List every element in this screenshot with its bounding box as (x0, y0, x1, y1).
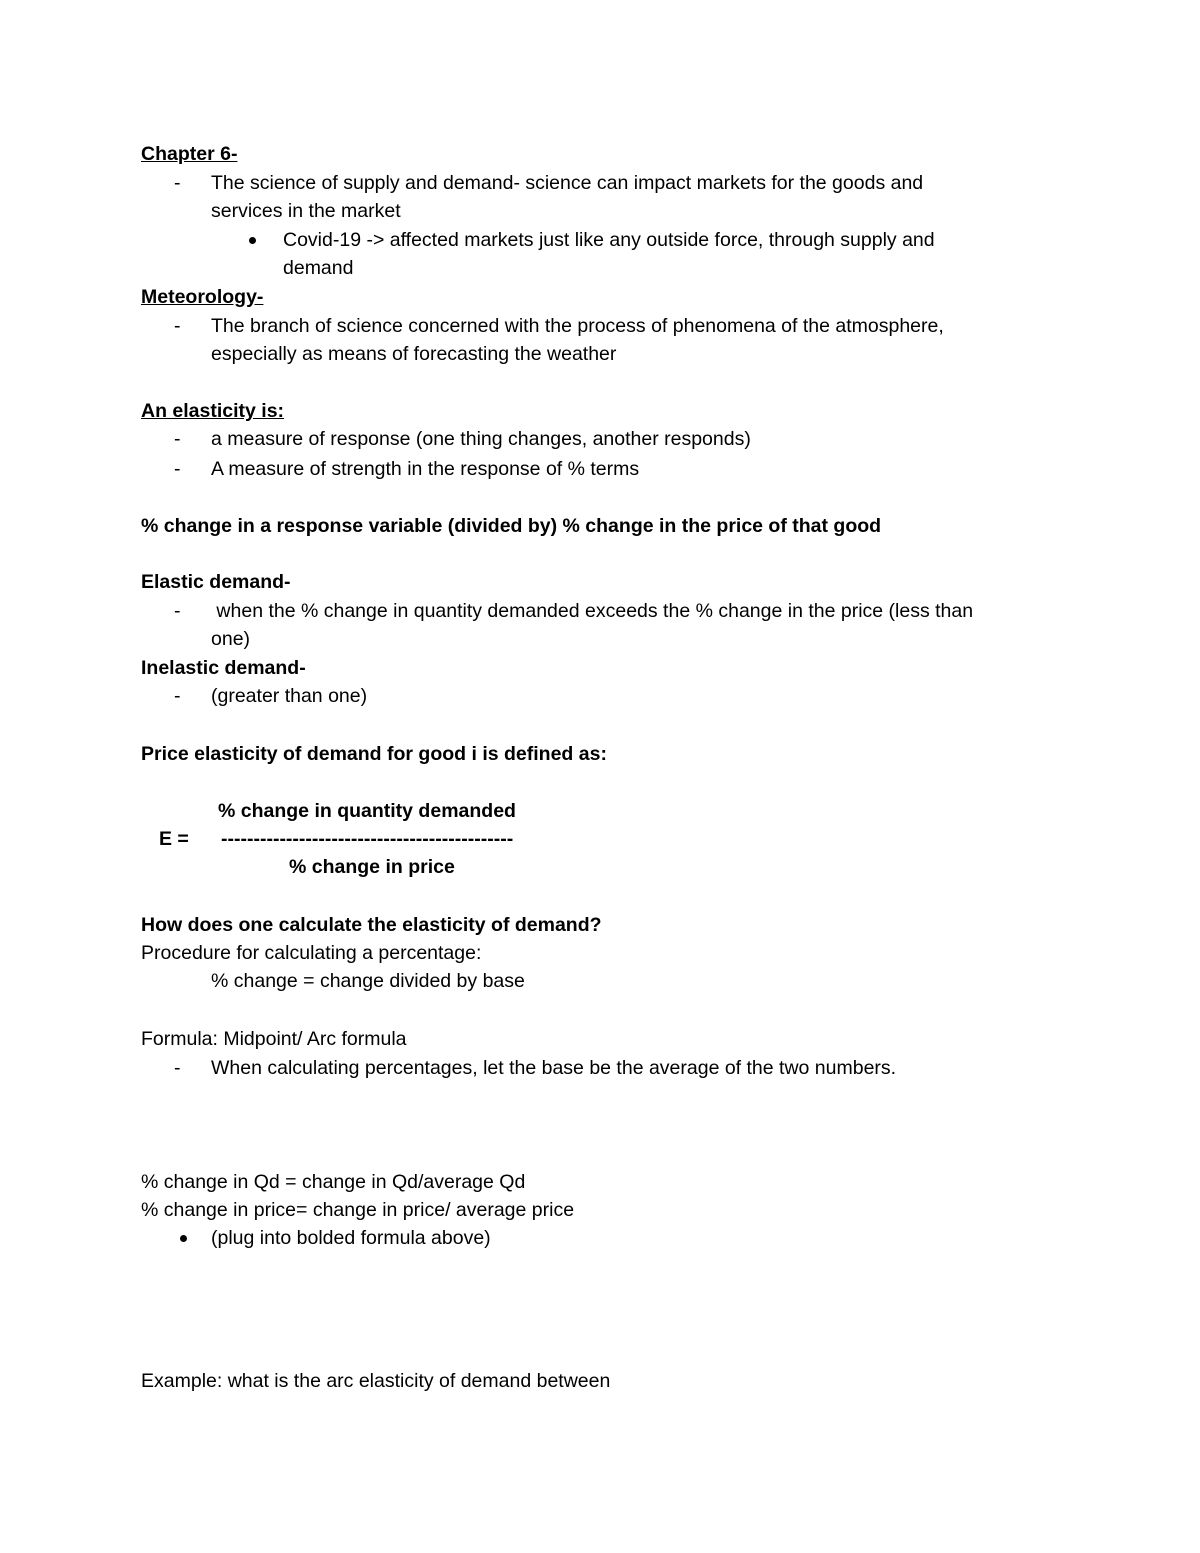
list-dash: - (174, 458, 181, 480)
list-item-continuation: one) (211, 628, 251, 650)
list-item: The branch of science concerned with the process of phenomena of the atmosphere, (211, 315, 944, 337)
list-item: a measure of response (one thing changes, another responds) (211, 428, 751, 450)
qd-formula: % change in Qd = change in Qd/average Qd (141, 1171, 526, 1193)
formula-fraction-bar: --------------------------------------------- (221, 828, 514, 850)
price-elasticity-definition: Price elasticity of demand for good i is defined as: (141, 743, 607, 765)
list-dash: - (174, 172, 181, 194)
formula-numerator: % change in quantity demanded (218, 800, 516, 822)
elastic-demand-heading: Elastic demand- (141, 571, 291, 593)
formula-name: Formula: Midpoint/ Arc formula (141, 1028, 407, 1050)
calc-question: How does one calculate the elasticity of demand? (141, 914, 602, 936)
sub-list-item: (plug into bolded formula above) (211, 1227, 491, 1249)
list-item: when the % change in quantity demanded exceeds the % change in the price (less than (211, 600, 974, 622)
bullet-dot-icon (180, 1235, 187, 1242)
list-item-continuation: especially as means of forecasting the weather (211, 343, 617, 365)
list-dash: - (174, 428, 181, 450)
sub-list-item: Covid-19 -> affected markets just like any outside force, through supply and (283, 229, 935, 251)
list-dash: - (174, 600, 181, 622)
list-item: A measure of strength in the response of % terms (211, 458, 640, 480)
percent-rule: % change = change divided by base (211, 970, 525, 992)
list-item: The science of supply and demand- science can impact markets for the goods and (211, 172, 924, 194)
list-item: (greater than one) (211, 685, 368, 707)
inelastic-demand-heading: Inelastic demand- (141, 657, 306, 679)
procedure-label: Procedure for calculating a percentage: (141, 942, 482, 964)
bullet-dot-icon (249, 237, 256, 244)
ratio-definition: % change in a response variable (divided by) % change in the price of that good (141, 515, 882, 537)
list-item: When calculating percentages, let the base be the average of the two numbers. (211, 1057, 897, 1079)
formula-denominator: % change in price (289, 856, 455, 878)
list-dash: - (174, 315, 181, 337)
price-formula: % change in price= change in price/ average price (141, 1199, 575, 1221)
meteorology-heading: Meteorology- (141, 286, 264, 308)
sub-list-item-continuation: demand (283, 257, 354, 279)
elasticity-heading: An elasticity is: (141, 400, 285, 422)
list-item-continuation: services in the market (211, 200, 401, 222)
chapter-heading: Chapter 6- (141, 143, 238, 165)
list-dash: - (174, 685, 181, 707)
formula-lhs: E = (159, 828, 189, 850)
example-line: Example: what is the arc elasticity of demand between (141, 1370, 611, 1392)
list-dash: - (174, 1057, 181, 1079)
